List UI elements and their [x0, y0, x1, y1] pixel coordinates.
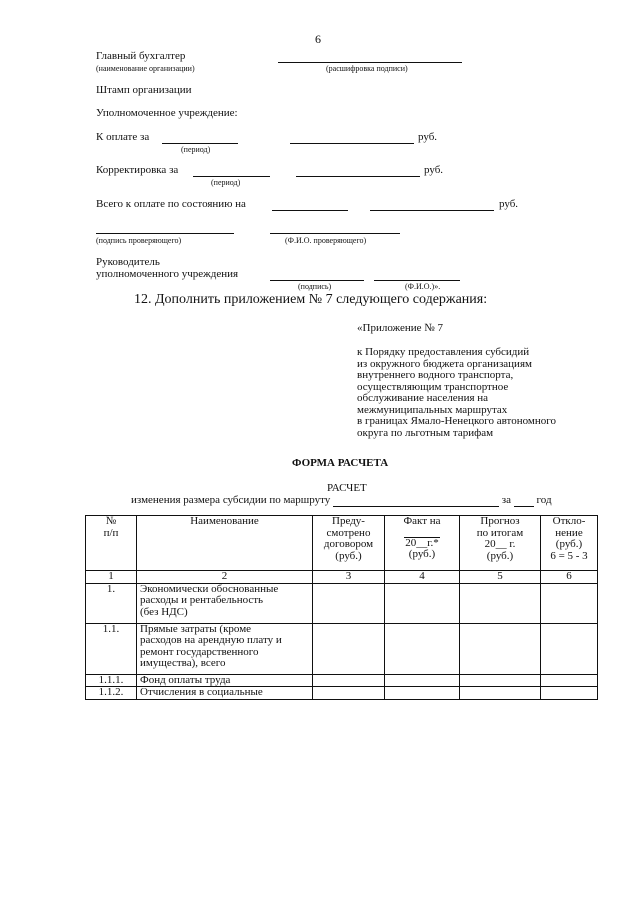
- appendix-line: из окружного бюджета организациям: [357, 357, 532, 370]
- cell-forecast: [460, 674, 541, 687]
- cell-deviation: [541, 687, 598, 700]
- adjustment-for-label: Корректировка за: [96, 164, 179, 176]
- total-date-line: [272, 210, 348, 211]
- cell-fact: [385, 623, 460, 674]
- cell-planned: [313, 583, 385, 623]
- appendix-text: [357, 347, 556, 439]
- appendix-line: к Порядку предоставления субсидий: [357, 346, 530, 358]
- row-num: 1.1.1.: [86, 674, 137, 687]
- total-amount-line: [370, 210, 494, 211]
- fact-blank: [404, 528, 440, 538]
- table-row: [86, 583, 598, 623]
- accountant-signature-line: [278, 62, 462, 63]
- stamp-label: Штамп организации: [96, 84, 192, 96]
- adjustment-amount-line: [296, 176, 420, 177]
- org-name-caption: (наименование организации): [96, 64, 195, 73]
- table-header-row: [86, 516, 598, 571]
- header-planned: Преду- смотрено договором (руб.): [313, 516, 385, 571]
- cell-planned: [313, 674, 385, 687]
- adjustment-rub-label: руб.: [424, 164, 444, 176]
- pay-period-line: [162, 143, 238, 144]
- head-signature-line: [270, 280, 364, 281]
- header-fact: Факт на 20__г.* (руб.): [385, 516, 460, 571]
- cell-fact: [385, 583, 460, 623]
- cell-forecast: [460, 623, 541, 674]
- appendix-line: межмуниципальных маршрутах: [357, 403, 508, 416]
- appendix-line: обслуживание населения на: [357, 392, 489, 404]
- cell-fact: [385, 674, 460, 687]
- header-num: № п/п: [86, 516, 137, 571]
- appendix-line: округа по льготным тарифам: [357, 426, 494, 439]
- cell-forecast: [460, 583, 541, 623]
- head-label-line1: Руководитель: [96, 256, 160, 268]
- header-forecast: Прогноз по итогам 20__ г. (руб.): [460, 516, 541, 571]
- cell-forecast: [460, 687, 541, 700]
- head-name-caption: (Ф.И.О.)».: [405, 282, 441, 291]
- col-number: 6: [541, 571, 598, 584]
- to-pay-for-label: К оплате за: [96, 131, 150, 143]
- appendix-title: «Приложение № 7: [357, 322, 444, 334]
- row-name: Отчисления в социальные: [137, 687, 313, 700]
- checker-name-caption: (Ф.И.О. проверяющего): [285, 236, 367, 245]
- table-row: [86, 687, 598, 700]
- checker-name-line: [270, 233, 400, 234]
- col-number: 2: [137, 571, 313, 584]
- col-number: 5: [460, 571, 541, 584]
- column-number-row: [86, 571, 598, 584]
- head-name-line: [374, 280, 460, 281]
- row-name: Прямые затраты (кроме расходов на арендную плату и ремонт государственного имущества), всего: [137, 623, 313, 674]
- calc-subtitle-for: за: [501, 494, 512, 506]
- form-title: ФОРМА РАСЧЕТА: [292, 457, 389, 469]
- calc-subtitle: [131, 494, 552, 507]
- col-number: 4: [385, 571, 460, 584]
- row-name: Фонд оплаты труда: [137, 674, 313, 687]
- calc-subtitle-year: год: [536, 494, 552, 506]
- row-name: Экономически обоснованные расходы и рентабельность (без НДС): [137, 583, 313, 623]
- header-deviation: Откло- нение (руб.) 6 = 5 - 3: [541, 516, 598, 571]
- table-row: [86, 623, 598, 674]
- chief-accountant-label: Главный бухгалтер: [96, 50, 186, 62]
- appendix-line: в границах Ямало-Ненецкого автономного: [357, 415, 556, 427]
- cell-deviation: [541, 623, 598, 674]
- cell-planned: [313, 623, 385, 674]
- checker-signature-line: [96, 233, 234, 234]
- calc-subtitle-start: изменения размера субсидии по маршруту: [131, 494, 331, 506]
- row-num: 1.: [86, 583, 137, 623]
- signature-decoding-caption: (расшифровка подписи): [326, 64, 408, 73]
- row-num: 1.1.: [86, 623, 137, 674]
- checker-signature-caption: (подпись проверяющего): [96, 236, 182, 245]
- cell-fact: [385, 687, 460, 700]
- row-num: 1.1.2.: [86, 687, 137, 700]
- appendix-line: осуществляющим транспортное: [357, 380, 509, 393]
- authorized-institution-label: Уполномоченное учреждение:: [96, 107, 238, 119]
- header-name: Наименование: [137, 516, 313, 571]
- col-number: 3: [313, 571, 385, 584]
- calc-table: [85, 515, 598, 700]
- cell-deviation: [541, 583, 598, 623]
- head-label-line2: уполномоченного учреждения: [96, 268, 239, 280]
- year-blank: [514, 494, 534, 507]
- appendix-line: внутреннего водного транспорта,: [357, 369, 514, 381]
- pay-amount-line: [290, 143, 414, 144]
- pay-period-caption: (период): [181, 145, 211, 154]
- cell-planned: [313, 687, 385, 700]
- item-12-text: 12. Дополнить приложением № 7 следующего содержания:: [134, 292, 488, 307]
- total-rub-label: руб.: [499, 198, 519, 210]
- page-number: 6: [315, 32, 321, 46]
- adjustment-period-caption: (период): [211, 178, 241, 187]
- col-number: 1: [86, 571, 137, 584]
- adjustment-period-line: [193, 176, 270, 177]
- calc-title: РАСЧЕТ: [327, 482, 367, 494]
- cell-deviation: [541, 674, 598, 687]
- pay-rub-label: руб.: [418, 131, 438, 143]
- total-to-pay-label: Всего к оплате по состоянию на: [96, 198, 246, 210]
- table-row: [86, 674, 598, 687]
- route-blank: [333, 494, 499, 507]
- head-signature-caption: (подпись): [298, 282, 332, 291]
